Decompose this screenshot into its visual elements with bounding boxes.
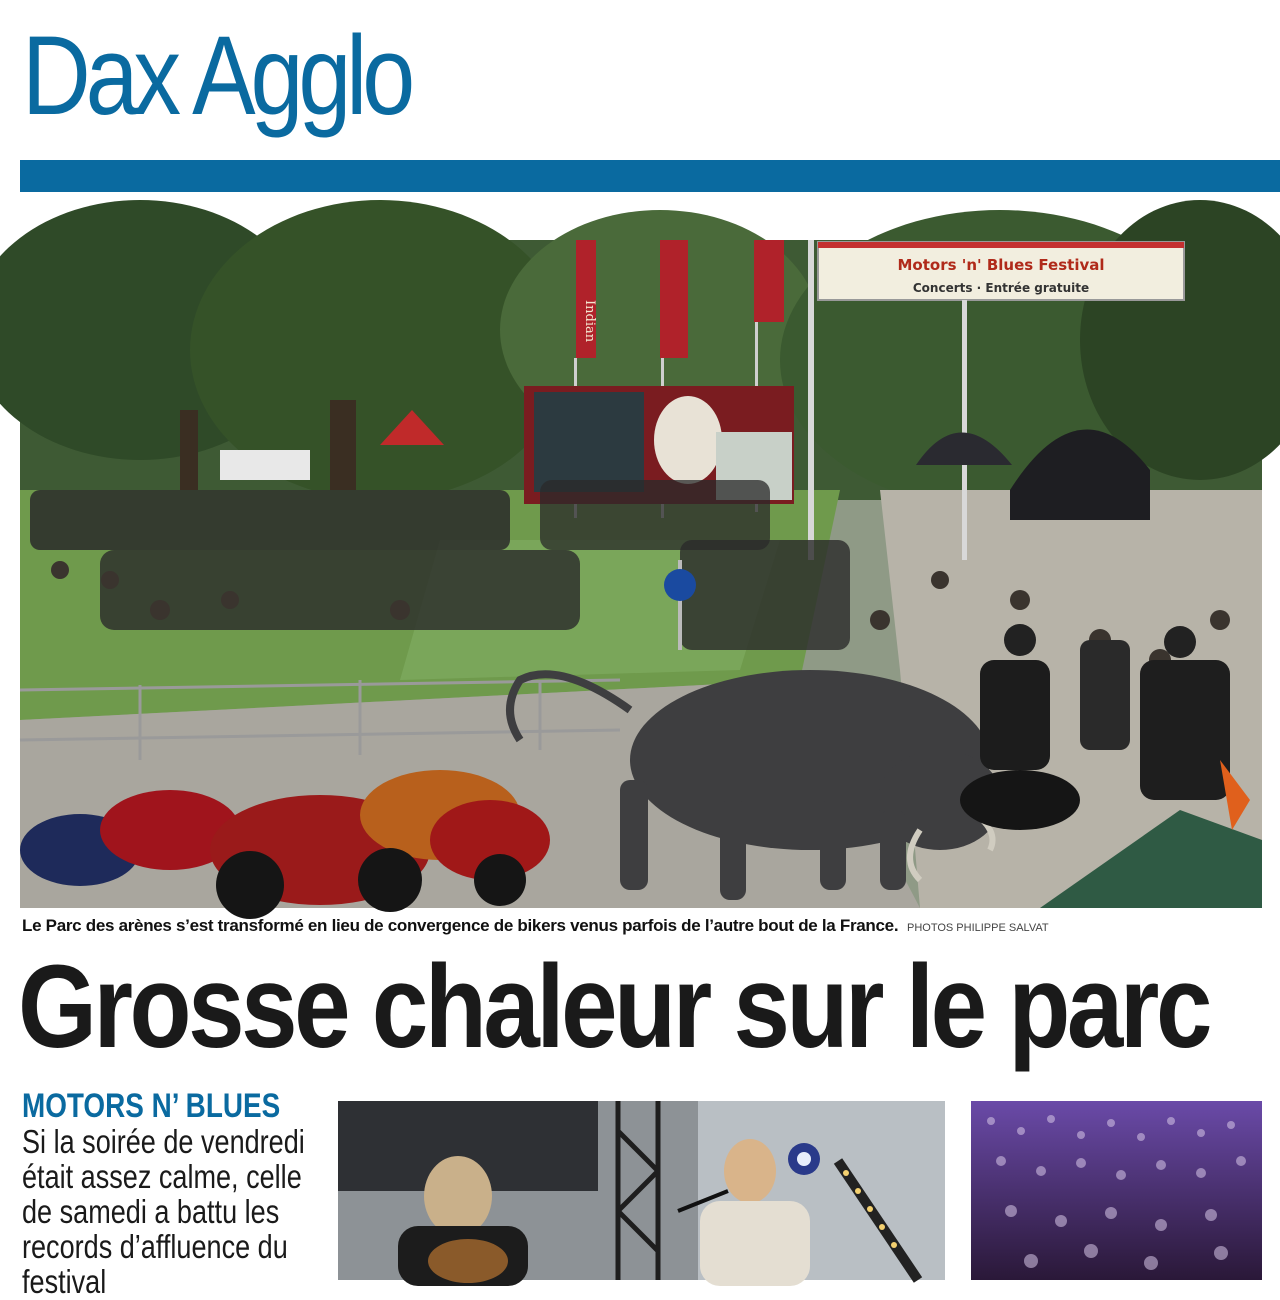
article-lead: Si la soirée de vendredi était assez calme, celle de samedi a battu les records d’affluence du festival [22,1123,305,1300]
photo-credit: PHOTOS PHILIPPE SALVAT [906,922,1049,934]
concert-photo [338,1101,945,1280]
article-kicker: MOTORS N’ BLUES [22,1087,281,1125]
banner-subtitle: Concerts · Entrée gratuite [912,281,1090,295]
section-title: Dax Agglo [22,13,411,138]
banner-title: Motors 'n' Blues Festival [897,256,1105,274]
section-divider-bar [20,160,1280,192]
main-photo [20,240,1262,908]
flag-label: Indian [582,300,597,343]
caption-text: Le Parc des arènes s’est transformé en lieu de convergence de bikers venus parfois de l’autre bout de la France. [22,916,899,935]
crowd-photo [971,1101,1262,1280]
article-headline: Grosse chaleur sur le parc [18,941,1209,1073]
